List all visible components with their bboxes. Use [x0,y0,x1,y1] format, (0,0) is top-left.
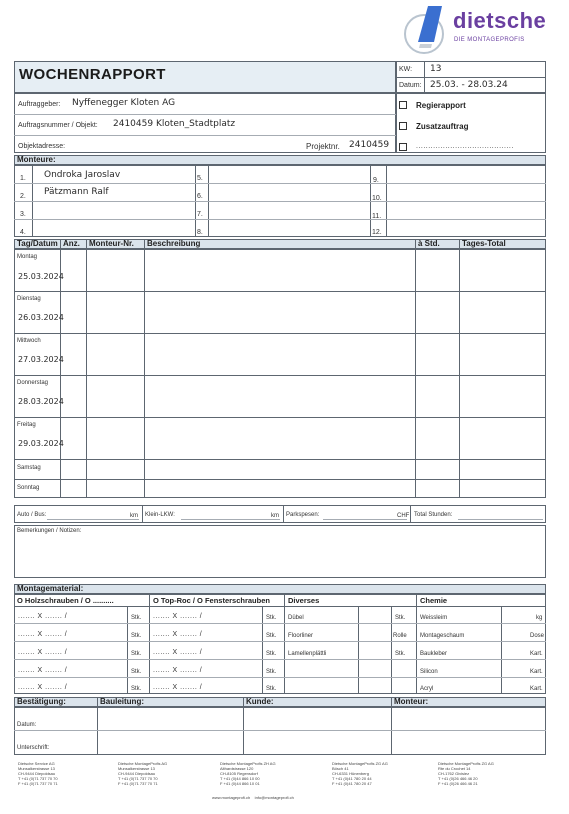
chemie-unit: Dose [530,633,545,639]
monteur-num-7: 7. [197,211,203,218]
material-col2-title: O Top-Roc / O Fensterschrauben [153,596,270,605]
monteur-num-12: 12. [372,229,382,236]
monteure-header [14,155,546,165]
chemie-unit: kg [536,615,543,621]
stk-unit: Stk. [266,686,277,692]
screw-row[interactable]: ....... X ....... / [153,667,203,674]
day-date[interactable]: 29.03.2024 [18,439,64,448]
chemie-item: Weissleim [420,615,448,621]
stk-unit: Stk. [131,615,142,621]
monteur-num-3: 3. [20,211,26,218]
chemie-item: Acryl [420,686,434,692]
day-label: Donnerstag [17,380,49,386]
stk-unit: Stk. [266,669,277,675]
footer-company: Dietsche MontageProfis ZG AG Rte du Crochet 14 CH-1762 Givisiez T +41 (0)26 466 46 20 F +41 (0)26 466 46 21 [438,761,494,786]
footer-company: Dietsche MontageProfis AG Munsalkerstrasse 13 CH-9444 Diepoldsau T +41 (0)71 737 70 70 F +41 (0)71 737 70 71 [118,761,168,786]
day-table [14,249,546,498]
monteur-label: Monteur: [394,697,429,706]
day-date[interactable]: 28.03.2024 [18,397,64,406]
kunde-label: Kunde: [246,697,274,706]
kw-value[interactable]: 13 [430,64,442,74]
kw-label: KW: [399,66,413,73]
brand-name: dietsche [453,8,547,33]
stk-unit: Stk. [266,651,277,657]
auftraggeber-value[interactable]: Nyffenegger Kloten AG [72,98,176,108]
diverses-item: Floorliner [288,633,314,639]
logo [398,4,563,54]
day-label: Montag [17,254,38,260]
screw-row[interactable]: ....... X ....... / [18,684,68,691]
datum-sign-label: Datum: [17,722,37,728]
monteur-num-2: 2. [20,193,26,200]
diverses-unit: Stk. [395,651,406,657]
footer-company: Dietsche MontageProfis ZG AG Bösch 41 CH-6331 Hünenberg T +41 (0)41 780 20 44 F +41 (0)41 780 20 47 [332,761,388,786]
zusatzauftrag-checkbox[interactable] [399,122,407,130]
chf-unit: CHF [397,513,410,519]
chemie-item: Montageschaum [420,633,465,639]
projektnr-label: Projektnr. [306,142,340,151]
day-label: Sonntag [17,485,40,491]
monteur-num-10: 10. [372,195,382,202]
material-title: Montagematerial: [17,584,84,593]
stk-unit: Stk. [266,633,277,639]
totals-row [14,505,546,523]
material-col4-title: Chemie [420,596,448,605]
chemie-item: Silicon [420,669,438,675]
extra-option-line[interactable]: ........................................ [416,143,514,150]
screw-row[interactable]: ....... X ....... / [153,631,203,638]
col-monteur-nr: Monteur-Nr. [89,239,134,248]
monteur-num-11: 11. [372,213,382,220]
col-tages-total: Tages-Total [462,239,506,248]
day-label: Mittwoch [17,338,41,344]
material-header [14,584,546,594]
col-tag-datum: Tag/Datum [17,239,58,248]
total-stunden-label: Total Stunden: [414,512,453,518]
material-col1-title: O Holzschrauben / O .......... [17,596,114,605]
monteur-num-8: 8. [197,229,203,236]
projektnr-value[interactable]: 2410459 [349,140,390,150]
material-grid [14,594,546,694]
brand-tagline: DIE MONTAGEPROFIS [454,37,525,43]
auftraggeber-label: Auftraggeber: [18,101,61,108]
auto-bus-label: Auto / Bus: [17,512,47,518]
day-label: Samstag [17,465,41,471]
page-title: WOCHENRAPPORT [19,66,166,83]
regierapport-label: Regierapport [416,101,466,110]
monteur-num-1: 1. [20,175,26,182]
auftragsnummer-value[interactable]: 2410459 Kloten_Stadtplatz [113,119,236,129]
diverses-item: Dübel [288,615,304,621]
bestaetigung-label: Bestätigung: [17,697,66,706]
diverses-unit: Rolle [393,633,407,639]
monteur-name-1[interactable]: Ondroka Jaroslav [44,170,121,180]
chemie-unit: Kart. [530,669,543,675]
stk-unit: Stk. [266,615,277,621]
monteur-num-4: 4. [20,229,26,236]
datum-label: Datum: [399,82,422,89]
stk-unit: Stk. [131,651,142,657]
footer-web[interactable]: www.montageprofi.ch info@montageprofi.ch [212,795,294,800]
day-date[interactable]: 25.03.2024 [18,272,64,281]
screw-row[interactable]: ....... X ....... / [18,613,68,620]
stk-unit: Stk. [131,669,142,675]
stk-unit: Stk. [131,633,142,639]
material-col3-title: Diverses [288,596,320,605]
col-anz: Anz. [63,239,80,248]
chemie-unit: Kart. [530,651,543,657]
day-label: Freitag [17,422,36,428]
diverses-item: Lamellenplättli [288,651,327,657]
monteur-num-6: 6. [197,193,203,200]
stk-unit: Stk. [131,686,142,692]
datum-value[interactable]: 25.03. - 28.03.24 [430,80,508,90]
km-unit-1: km [130,513,138,519]
screw-row[interactable]: ....... X ....... / [153,649,203,656]
day-date[interactable]: 26.03.2024 [18,313,64,322]
unterschrift-label: Unterschrift: [17,745,50,751]
day-date[interactable]: 27.03.2024 [18,355,64,364]
chemie-unit: Kart. [530,686,543,692]
screw-row[interactable]: ....... X ....... / [18,649,68,656]
extra-checkbox[interactable] [399,143,407,151]
screw-row[interactable]: ....... X ....... / [18,667,68,674]
notes-box[interactable] [14,525,546,578]
col-beschreibung: Beschreibung [147,239,201,248]
zusatzauftrag-label: Zusatzauftrag [416,122,469,131]
monteure-title: Monteure: [17,155,56,164]
confirm-grid [14,707,546,755]
chemie-item: Baukleber [420,651,448,657]
klein-lkw-label: Klein-LKW: [145,512,175,518]
footer-company: Dietsche MontageProfis ZH AG Althardstrasse 120 CH-8105 Regensdorf T +41 (0)44 866 10 00 F +41 (0)44 866 10 01 [220,761,276,786]
monteur-name-2[interactable]: Pätzmann Ralf [44,187,109,197]
day-label: Dienstag [17,296,41,302]
bauleitung-label: Bauleitung: [100,697,144,706]
parkspesen-label: Parkspesen: [286,512,320,518]
footer-company: Dietsche Service AG Munsalkerstrasse 13 CH-9444 Diepoldsau T +41 (0)71 737 70 70 F +41 (0)71 737 70 71 [18,761,58,786]
screw-row[interactable]: ....... X ....... / [153,613,203,620]
monteur-num-5: 5. [197,175,203,182]
monteur-num-9: 9. [373,177,379,184]
diverses-unit: Stk. [395,615,406,621]
regierapport-checkbox[interactable] [399,101,407,109]
km-unit-2: km [271,513,279,519]
screw-row[interactable]: ....... X ....... / [153,684,203,691]
notes-label: Bemerkungen / Notizen: [17,528,82,534]
objektadresse-label: Objektadresse: [18,143,66,150]
confirm-header [14,697,546,707]
col-std: à Std. [418,239,440,248]
screw-row[interactable]: ....... X ....... / [18,631,68,638]
auftragsnummer-label: Auftragsnummer / Objekt: [18,122,98,129]
